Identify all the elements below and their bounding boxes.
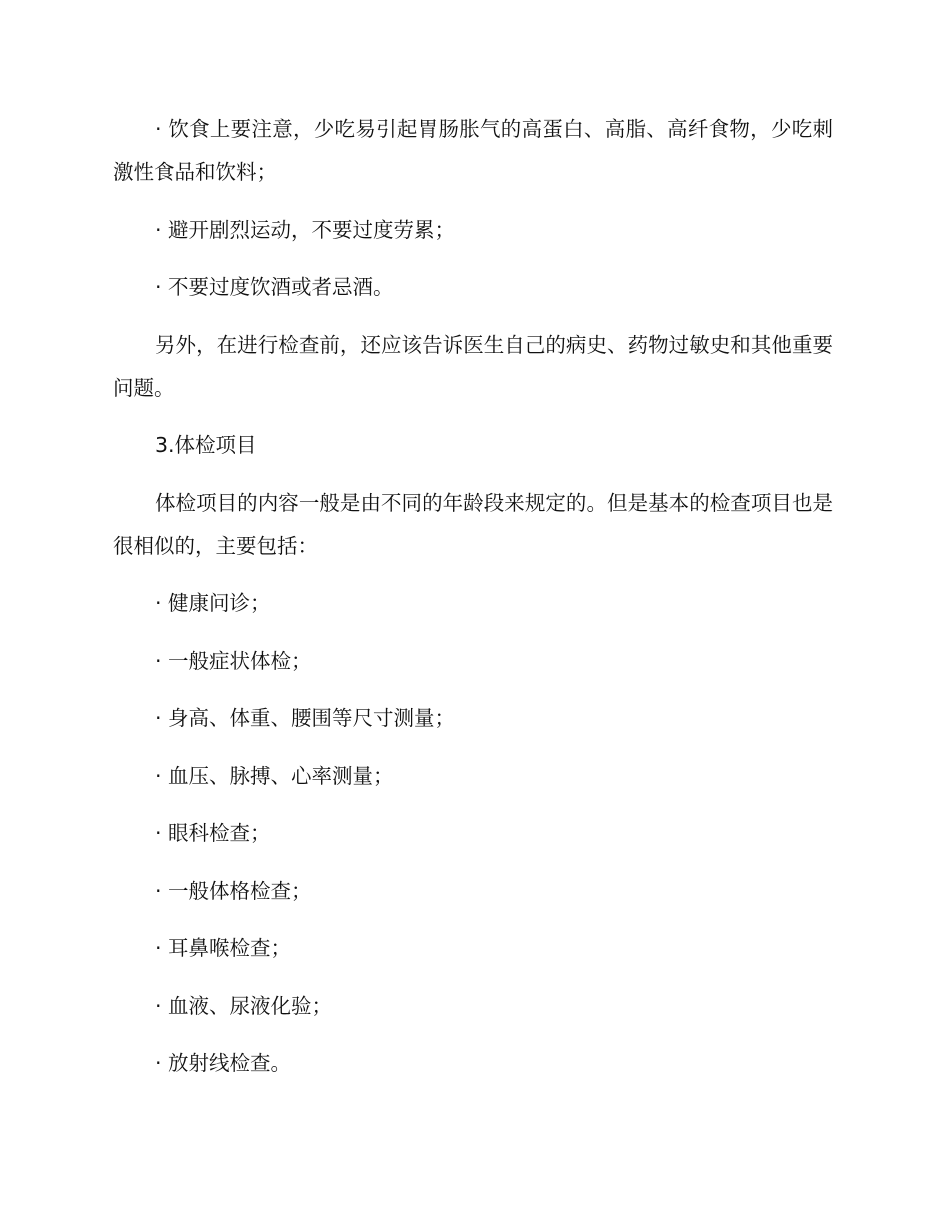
paragraph-exam-items-intro: 体检项目的内容一般是由不同的年龄段来规定的。但是基本的检查项目也是很相似的，主要包括：	[113, 490, 833, 558]
bullet-vitals-measurements: · 血压、脉搏、心率测量；	[155, 763, 394, 788]
bullet-lab-tests: · 血液、尿液化验；	[155, 993, 333, 1018]
bullet-general-symptom-exam: · 一般症状体检；	[155, 648, 312, 673]
bullet-health-consultation: · 健康问诊；	[155, 591, 271, 615]
bullet-radiology: · 放射线检查。	[155, 1051, 292, 1075]
paragraph-medical-history: 另外，在进行检查前，还应该告诉医生自己的病史、药物过敏史和其他重要问题。	[113, 332, 833, 400]
bullet-eye-exam: · 眼科检查；	[155, 821, 271, 845]
bullet-exercise: · 避开剧烈运动，不要过度劳累；	[155, 217, 456, 242]
bullet-physical-exam: · 一般体格检查；	[155, 878, 312, 903]
bullet-ent-exam: · 耳鼻喉检查；	[155, 936, 292, 960]
bullet-alcohol: · 不要过度饮酒或者忌酒。	[155, 275, 394, 299]
section-heading-exam-items: 3.体检项目	[155, 433, 257, 457]
bullet-body-measurements: · 身高、体重、腰围等尺寸测量；	[155, 706, 456, 730]
document-body	[113, 108, 833, 1100]
bullet-diet: · 饮食上要注意，少吃易引起胃肠胀气的高蛋白、高脂、高纤食物，少吃刺激性食品和饮料；	[113, 117, 833, 184]
